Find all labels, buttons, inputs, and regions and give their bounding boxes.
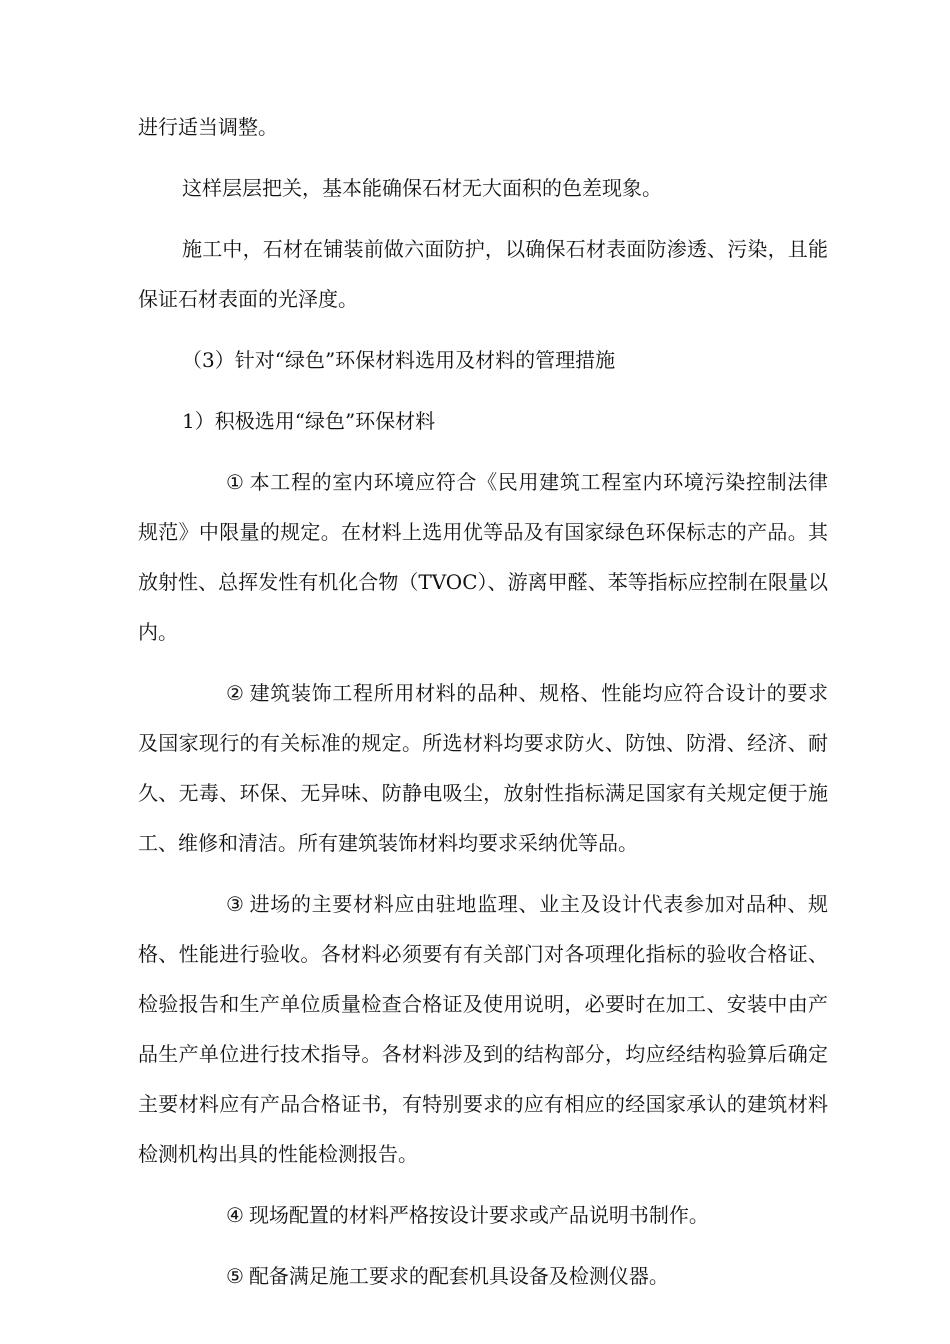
paragraph-text: 进行适当调整。 xyxy=(138,115,278,139)
list-item-4 xyxy=(138,1190,828,1240)
list-item-text: 本工程的室内环境应符合《民用建筑工程室内环境污染控制法律规范》中限量的规定。在材料上选用优等品及有国家绿色环保标志的产品。其放射性、总挥发性有机化合物（TVOC）、游离甲醛、苯等指标应控制在限量以内。 xyxy=(138,470,828,644)
list-item-5 xyxy=(138,1251,828,1301)
paragraph-quality-check xyxy=(138,163,828,213)
paragraph-text: 这样层层把关，基本能确保石材无大面积的色差现象。 xyxy=(182,176,662,200)
list-item-text: 建筑装饰工程所用材料的品种、规格、性能均应符合设计的要求及国家现行的有关标准的规定。所选材料均要求防火、防蚀、防滑、经济、耐久、无毒、环保、无异味、防静电吸尘，放射性指标满足国家有关规定便于施工、维修和清洁。所有建筑装饰材料均要求采纳优等品。 xyxy=(138,681,828,855)
list-item-3 xyxy=(138,879,828,1179)
heading-text: （3）针对“绿色”环保材料选用及材料的管理措施 xyxy=(182,348,616,372)
body-text xyxy=(138,102,828,1312)
heading-text: 1）积极选用“绿色”环保材料 xyxy=(182,409,436,433)
list-item-2 xyxy=(138,668,828,868)
section-heading-green-materials xyxy=(138,335,828,385)
subsection-heading xyxy=(138,396,828,446)
list-item-text: 现场配置的材料严格按设计要求或产品说明书制作。 xyxy=(248,1203,709,1227)
list-marker: ⑤ xyxy=(226,1264,244,1288)
list-marker: ④ xyxy=(226,1203,244,1227)
list-marker: ① xyxy=(226,470,244,494)
paragraph-stone-protection xyxy=(138,224,828,324)
list-marker: ③ xyxy=(226,892,244,916)
paragraph-continuation xyxy=(138,102,828,152)
list-item-1 xyxy=(138,457,828,657)
paragraph-text: 施工中，石材在铺装前做六面防护，以确保石材表面防渗透、污染，且能保证石材表面的光泽度。 xyxy=(138,237,828,311)
list-item-text: 进场的主要材料应由驻地监理、业主及设计代表参加对品种、规格、性能进行验收。各材料必须要有有关部门对各项理化指标的验收合格证、检验报告和生产单位质量检查合格证及使用说明，必要时在加工、安装中由产品生产单位进行技术指导。各材料涉及到的结构部分，均应经结构验算后确定主要材料应有产品合格证书，有特别要求的应有相应的经国家承认的建筑材料检测机构出具的性能检测报告。 xyxy=(138,892,828,1166)
list-item-text: 配备满足施工要求的配套机具设备及检测仪器。 xyxy=(248,1264,669,1288)
list-marker: ② xyxy=(226,681,244,705)
